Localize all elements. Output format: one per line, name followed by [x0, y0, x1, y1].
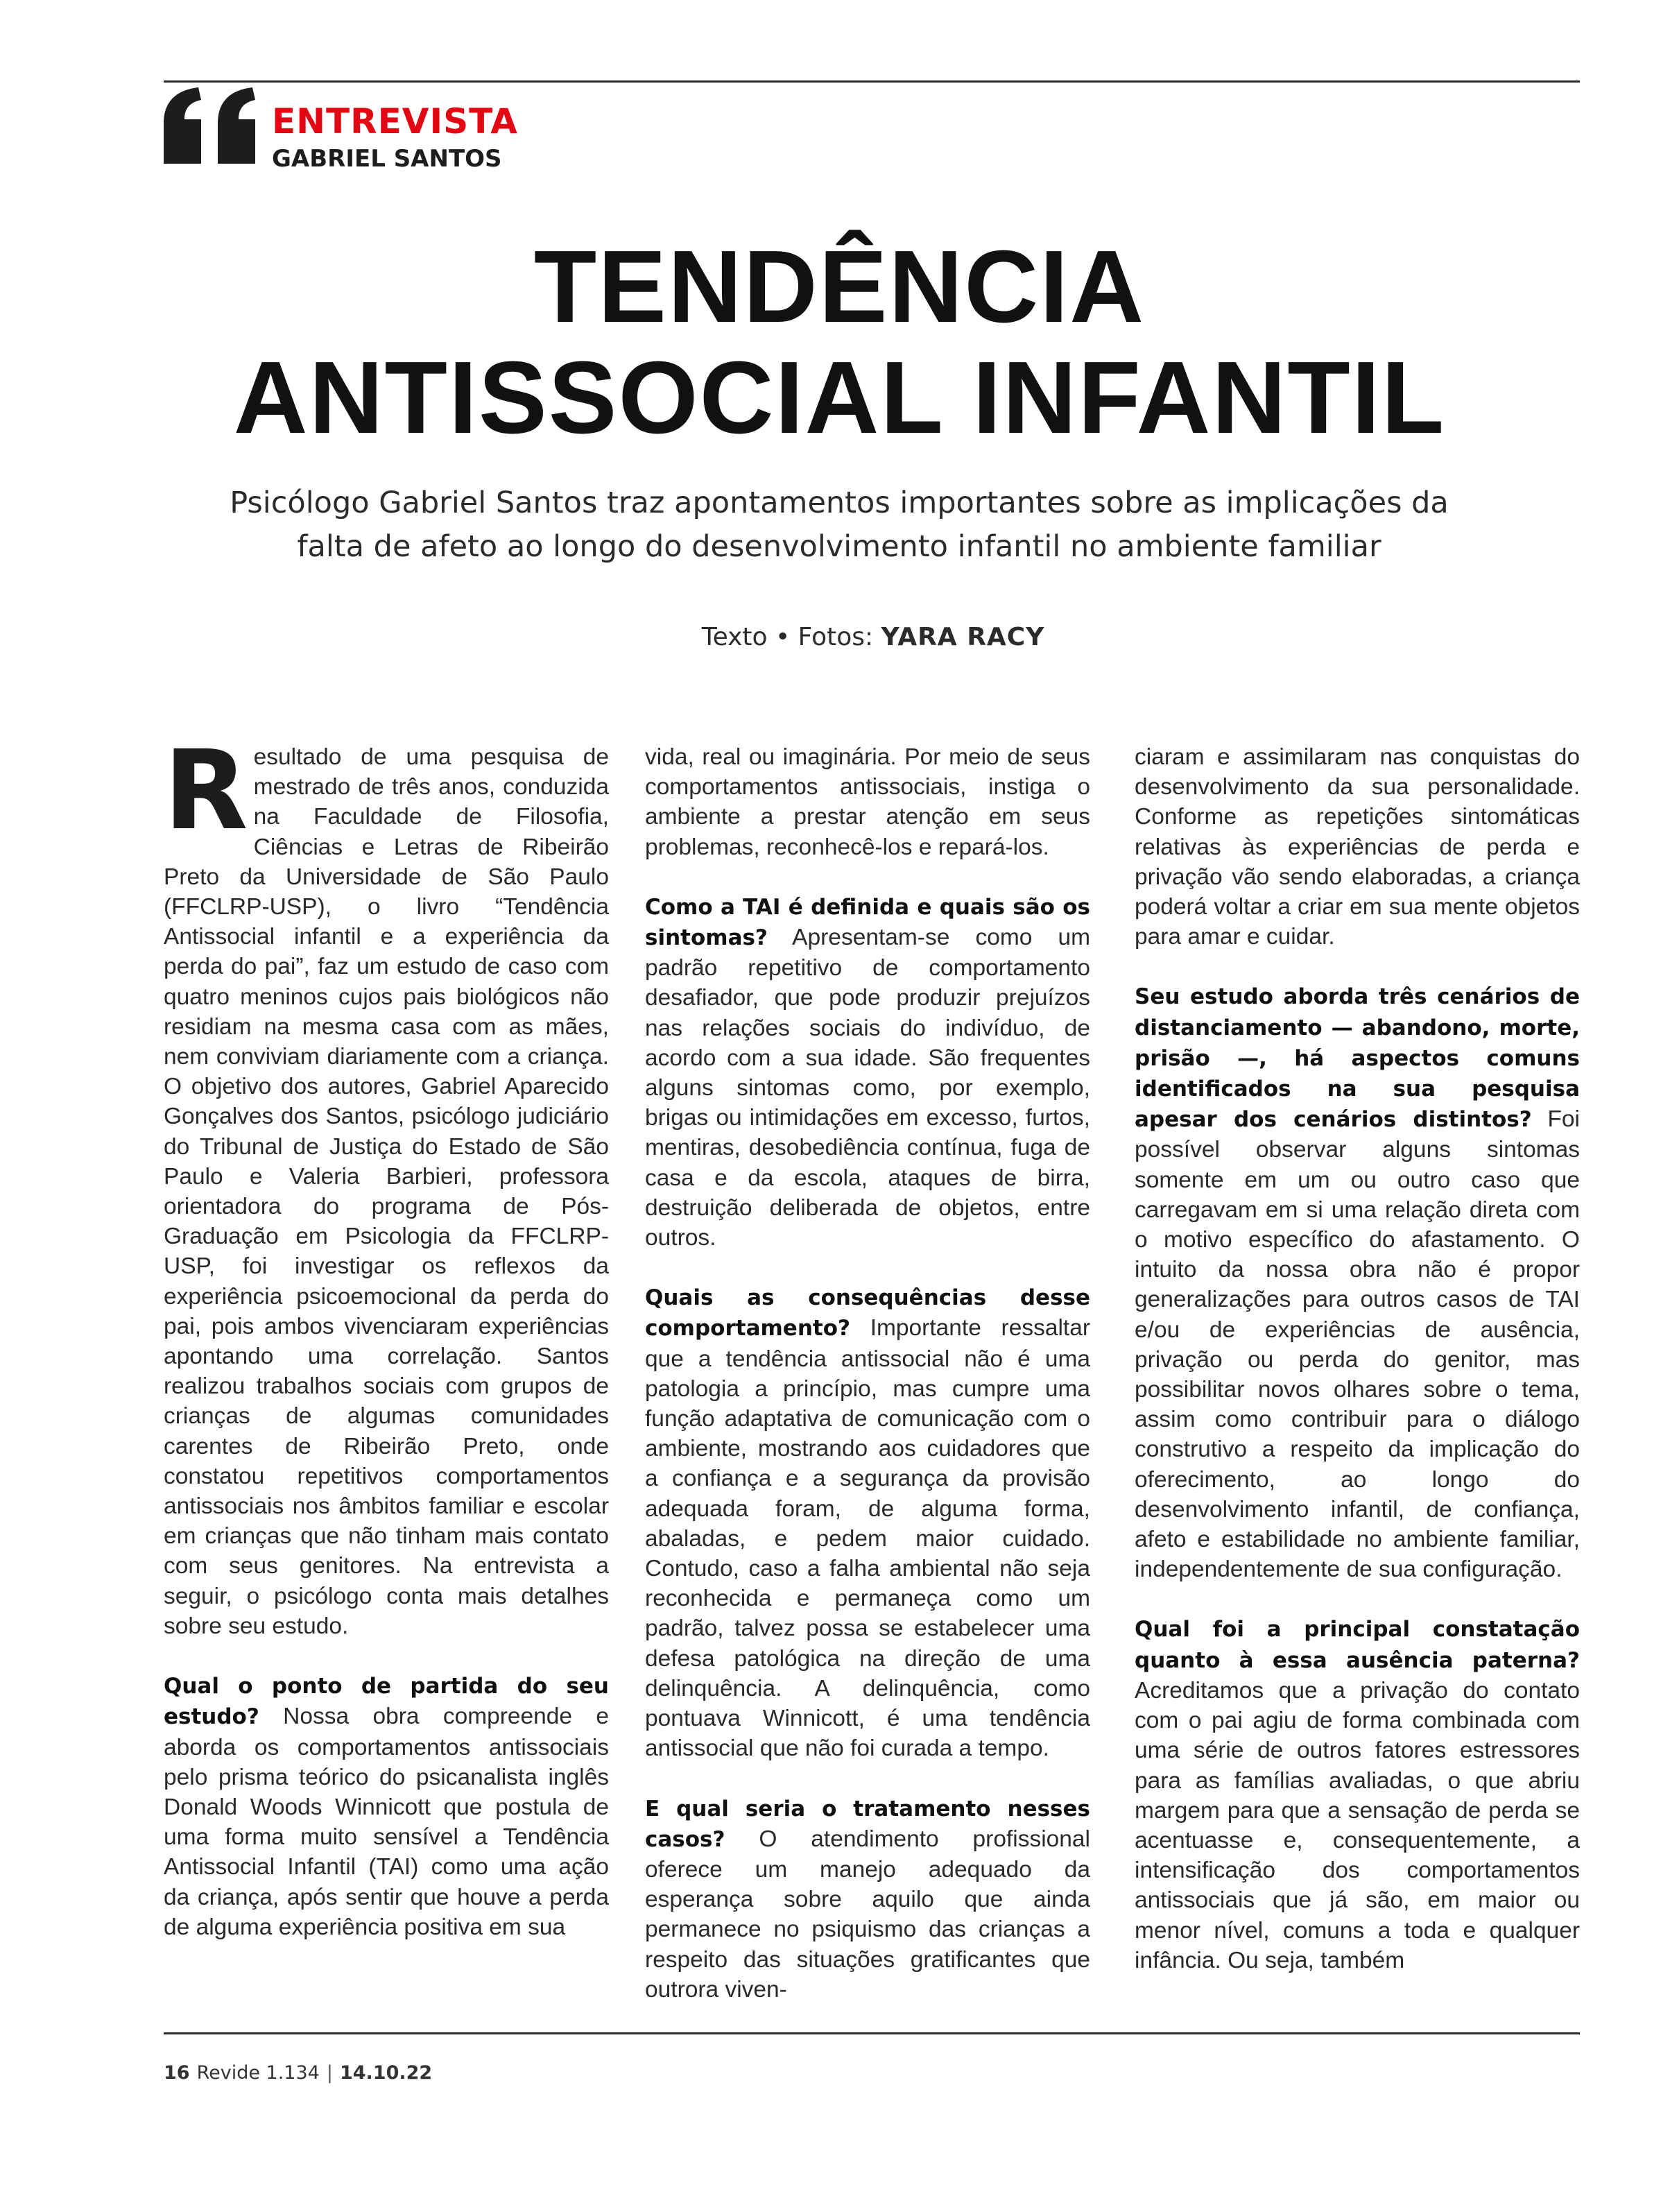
answer-6: Acreditamos que a privação do contato com o pai agiu de forma combinada com uma série de outros fatores estressores para as famílias avaliadas, o que abriu margem para que a sensação de perda se acentuasse e, consequentemente, a intensificação dos comportamentos antissociais que já são, em maior ou menor nível, comuns a toda e qualquer infância. Ou seja, também: [1135, 1677, 1580, 1973]
byline-author: YARA RACY: [881, 623, 1045, 651]
byline: [0, 623, 1679, 651]
question-5: Seu estudo aborda três cenários de distanciamento — abandono, morte, prisão —, há aspectos comuns identificados na sua pesquisa apesar dos cenários distintos?: [1135, 984, 1580, 1133]
section-title: ENTREVISTA: [272, 101, 518, 142]
footer-separator: |: [326, 2062, 333, 2084]
byline-prefix: Texto • Fotos:: [701, 623, 881, 651]
section-subtitle: GABRIEL SANTOS: [272, 145, 502, 173]
page-footer: [164, 2064, 432, 2082]
headline-line-2: ANTISSOCIAL INFANTIL: [233, 341, 1446, 455]
issue-date: 14.10.22: [339, 2062, 433, 2084]
quote-mark-icon: [158, 82, 269, 179]
standfirst: Psicólogo Gabriel Santos traz apontamentos importantes sobre as implicações da falta de afeto ao longo do desenvolvimento infantil no ambiente familiar: [230, 486, 1449, 564]
answer-1-continued: vida, real ou imaginária. Por meio de seus comportamentos antissociais, instiga o ambiente a prestar atenção em seus problemas, reconhecê-los e repará-los.: [645, 744, 1090, 860]
question-3: Quais as consequências desse comportamento?: [645, 1285, 1090, 1341]
page-number: 16: [164, 2062, 190, 2084]
drop-cap: R: [164, 727, 248, 855]
answer-1: Nossa obra compreende e aborda os comportamentos antissociais pelo prisma teórico do psicanalista inglês Donald Woods Winnicott que postula de uma forma muito sensível a Tendência Antissocial Infantil (TAI) como uma ação da criança, após sentir que houve a perda de alguma experiência positiva em sua: [164, 1704, 609, 1940]
answer-3: Importante ressaltar que a tendência antissocial não é uma patologia a princípio, mas cumpre uma função adaptativa de comunicação com o ambiente, mostrando aos cuidadores que a confiança e a segurança da provisão adequada foram, de alguma forma, abaladas, e pedem maior cuidado. Contudo, caso a falha ambiental não seja reconhecida e permaneça como um padrão, talvez possa se estabelecer uma defesa patológica na direção de uma delinquência. A delinquência, como pontuava Winnicott, é uma tendência antissocial que não foi curada a tempo.: [645, 1315, 1090, 1762]
intro-paragraph: esultado de uma pesquisa de mestrado de três anos, conduzida na Faculdade de Filosofia, Ciências e Letras de Ribeirão Preto da Universidade de São Paulo (FFCLRP-USP), o livro “Tendência Antissocial infantil e a experiência da perda do pai”, faz um estudo de caso com quatro meninos cujos pais biológicos não residiam na mesma casa com as mães, nem conviviam diariamente com a criança. O objetivo dos autores, Gabriel Aparecido Gonçalves dos Santos, psicólogo judiciário do Tribunal de Justiça do Estado de São Paulo e Valeria Barbieri, professora orientadora do programa de Pós-Graduação em Psicologia da FFCLRP-USP, foi investigar os reflexos da experiência psicoemocional da perda do pai, pois ambos vivenciaram experiências apontando uma correlação. Santos realizou trabalhos sociais com grupos de crianças de algumas comunidades carentes de Ribeirão Preto, onde constatou repetitivos comportamentos antissociais nos âmbitos familiar e escolar em crianças que não tinham mais contato com seus genitores. Na entrevista a seguir, o psicólogo conta mais detalhes sobre seu estudo.: [164, 744, 609, 1639]
answer-2: Apresentam-se como um padrão repetitivo de comportamento desafiador, que pode produzir prejuízos nas relações sociais do indivíduo, de acordo com a sua idade. São frequentes alguns sintomas como, por exemplo, brigas ou intimidações em excesso, furtos, mentiras, desobediência contínua, fuga de casa e da escola, ataques de birra, destruição deliberada de objetos, entre outros.: [645, 925, 1090, 1251]
publication-issue: Revide 1.134: [196, 2062, 320, 2084]
question-2: Como a TAI é definida e quais são os sintomas?: [645, 894, 1090, 951]
answer-4: O atendimento profissional oferece um manejo adequado da esperança sobre aquilo que ainda permanece no psiquismo das crianças a respeito das situações gratificantes que outrora viven-: [645, 1826, 1090, 2003]
bottom-rule: [164, 2032, 1580, 2034]
top-rule: [164, 80, 1580, 83]
answer-5: Foi possível observar alguns sintomas somente em um ou outro caso que carregavam em si uma relação direta com o motivo específico do afastamento. O intuito da nossa obra não é propor generalizações para outros casos de TAI e/ou de experiências de ausência, privação ou perda do genitor, mas possibilitar novos olhares sobre o tema, assim como contribuir para o diálogo construtivo a respeito da implicação do oferecimento, ao longo do desenvolvimento infantil, de confiança, afeto e estabilidade no ambiente familiar, independentemente de sua configuração.: [1135, 1106, 1580, 1583]
question-1: Qual o ponto de partida do seu estudo?: [164, 1674, 609, 1730]
article-column-1: [164, 727, 609, 1942]
article-column-2: [645, 742, 1090, 2005]
question-4: E qual seria o tratamento nesses casos?: [645, 1796, 1090, 1852]
article-column-3: [1135, 742, 1580, 1975]
question-6: Qual foi a principal constatação quanto à essa ausência paterna?: [1135, 1617, 1580, 1673]
headline-line-1: TENDÊNCIA: [533, 230, 1146, 344]
answer-4-continued: ciaram e assimilaram nas conquistas do desenvolvimento da sua personalidade. Conforme as repetições sintomáticas relativas às experiências de perda e privação vão sendo elaboradas, a criança poderá voltar a criar em sua mente objetos para amar e cuidar.: [1135, 744, 1580, 950]
